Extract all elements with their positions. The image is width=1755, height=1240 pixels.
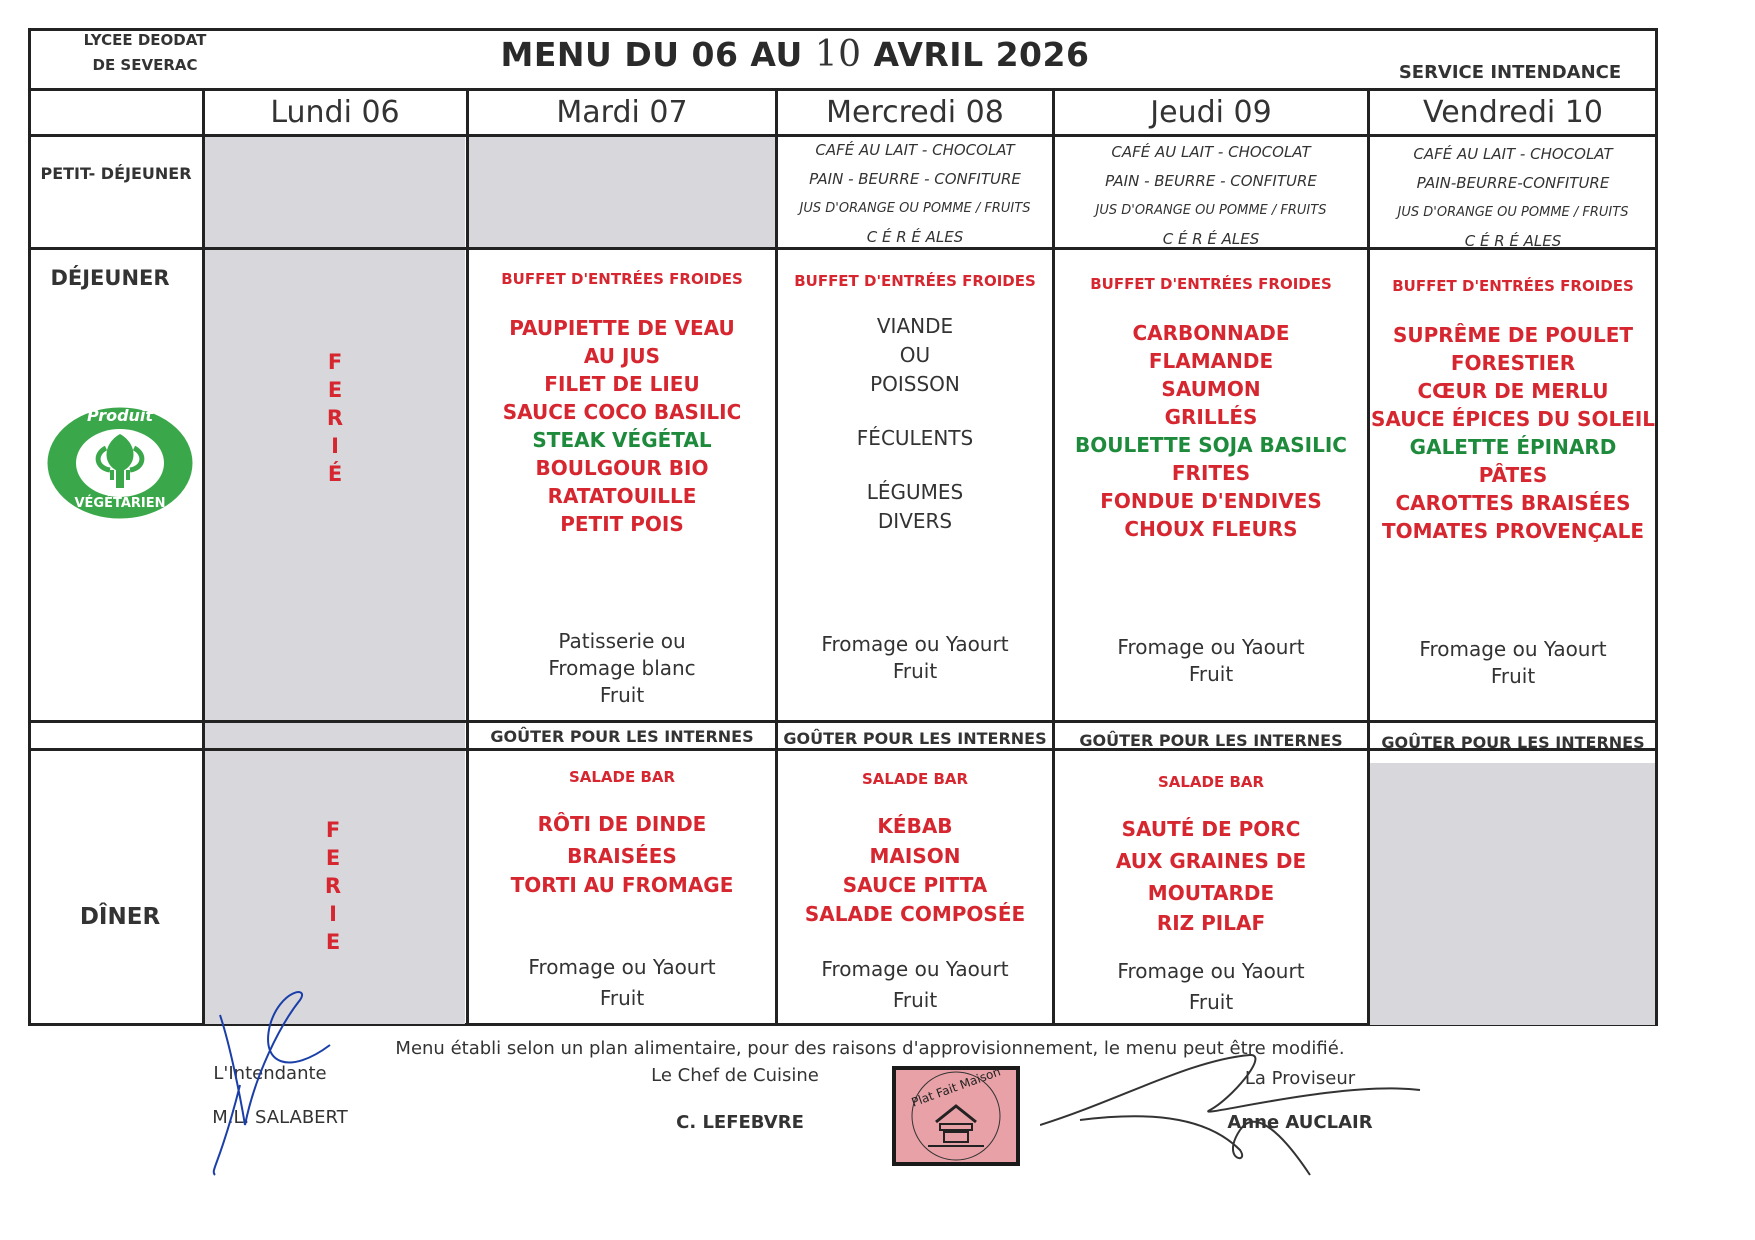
title-handwritten-day: 10 bbox=[814, 34, 862, 75]
lunch-mardi: BUFFET D'ENTRÉES FROIDES PAUPIETTE DE VEAU AU JUS FILET DE LIEU SAUCE COCO BASILIC STEAK VÉGÉTAL BOULGOUR BIO RATATOUILLE PETIT POIS bbox=[501, 270, 743, 536]
grid-line-v1 bbox=[202, 88, 205, 1024]
school-name: LYCEE DEODAT DE SEVERAC bbox=[83, 31, 207, 74]
lunch-vendredi: BUFFET D'ENTRÉES FROIDES SUPRÊME DE POULET FORESTIER CŒUR DE MERLU SAUCE ÉPICES DU SOLEIL GALETTE ÉPINARD PÂTES CAROTTES BRAISÉES TOMATES PROVENÇALE bbox=[1370, 277, 1656, 543]
page-title: MENU DU 06 AU 10 AVRIL 2026 bbox=[500, 34, 1090, 75]
row-label-breakfast: PETIT- DÉJEUNER bbox=[40, 164, 192, 183]
day-header-mardi: Mardi 07 bbox=[556, 95, 688, 130]
day-header-mercredi: Mercredi 08 bbox=[826, 95, 1004, 130]
lundi-breakfast-shade bbox=[205, 137, 465, 247]
lunch-mardi-dessert: Patisserie ou Fromage blanc Fruit bbox=[548, 629, 696, 707]
dinner-jeudi: SALADE BAR SAUTÉ DE PORC AUX GRAINES DE MOUTARDE RIZ PILAF bbox=[1115, 773, 1307, 935]
breakfast-mercredi: CAFÉ AU LAIT - CHOCOLAT PAIN - BEURRE - CONFITURE JUS D'ORANGE OU POMME / FRUITS C É R É ALES bbox=[799, 141, 1031, 246]
chef-title: Le Chef de Cuisine bbox=[651, 1065, 819, 1086]
lunch-vendredi-dessert: Fromage ou Yaourt Fruit bbox=[1419, 637, 1607, 688]
logo-text-bottom: VÉGÉTARIEN bbox=[74, 496, 166, 511]
ferie-lunch: F E R I É bbox=[326, 350, 344, 486]
vegetarian-logo bbox=[44, 404, 196, 522]
vendredi-dinner-shade bbox=[1370, 763, 1655, 1025]
lundi-gouter-shade bbox=[205, 723, 465, 748]
intendante-title: L'Intendante bbox=[213, 1063, 327, 1084]
dinner-jeudi-dessert: Fromage ou Yaourt Fruit bbox=[1117, 959, 1305, 1014]
dinner-mardi-dessert: Fromage ou Yaourt Fruit bbox=[528, 955, 716, 1010]
gouter-mardi: GOÛTER POUR LES INTERNES bbox=[490, 727, 754, 746]
intendante-signature bbox=[200, 985, 350, 1185]
intendante-name: M.L. SALABERT bbox=[212, 1107, 348, 1128]
proviseur-signature bbox=[1040, 1040, 1440, 1190]
day-header-jeudi: Jeudi 09 bbox=[1150, 95, 1272, 130]
dinner-mercredi: SALADE BAR KÉBAB MAISON SAUCE PITTA SALADE COMPOSÉE bbox=[804, 770, 1026, 926]
proviseur-name: Anne AUCLAIR bbox=[1227, 1112, 1373, 1133]
gouter-vendredi: GOÛTER POUR LES INTERNES bbox=[1381, 733, 1645, 752]
dinner-mercredi-dessert: Fromage ou Yaourt Fruit bbox=[821, 957, 1009, 1012]
gouter-jeudi: GOÛTER POUR LES INTERNES bbox=[1079, 731, 1343, 750]
breakfast-jeudi: CAFÉ AU LAIT - CHOCOLAT PAIN - BEURRE - CONFITURE JUS D'ORANGE OU POMME / FRUITS C É R É ALES bbox=[1095, 143, 1327, 248]
proviseur-title: La Proviseur bbox=[1244, 1068, 1356, 1089]
grid-line-h4 bbox=[30, 720, 1656, 723]
dinner-mardi: SALADE BAR RÔTI DE DINDE BRAISÉES TORTI AU FROMAGE bbox=[510, 768, 734, 897]
day-header-vendredi: Vendredi 10 bbox=[1423, 95, 1603, 130]
plat-fait-maison-stamp bbox=[892, 1066, 1020, 1166]
lunch-jeudi-dessert: Fromage ou Yaourt Fruit bbox=[1117, 635, 1305, 686]
chef-name: C. LEFEBVRE bbox=[676, 1112, 804, 1133]
lunch-mercredi-dessert: Fromage ou Yaourt Fruit bbox=[821, 632, 1009, 683]
lunch-mercredi: BUFFET D'ENTRÉES FROIDES VIANDE OU POISSON FÉCULENTS LÉGUMES DIVERS bbox=[794, 272, 1036, 533]
logo-text-top: Produit bbox=[86, 406, 154, 425]
lunch-jeudi: BUFFET D'ENTRÉES FROIDES CARBONNADE FLAMANDE SAUMON GRILLÉS BOULETTE SOJA BASILIC FRITES FONDUE D'ENDIVES CHOUX FLEURS bbox=[1075, 275, 1347, 541]
row-label-dinner: DÎNER bbox=[79, 904, 161, 930]
menu-note: Menu établi selon un plan alimentaire, pour des raisons d'approvisionnement, le menu peut être modifié. bbox=[395, 1038, 1345, 1059]
gouter-mercredi: GOÛTER POUR LES INTERNES bbox=[783, 729, 1047, 748]
breakfast-vendredi: CAFÉ AU LAIT - CHOCOLAT PAIN-BEURRE-CONFITURE JUS D'ORANGE OU POMME / FRUITS C É R É ALES bbox=[1397, 145, 1629, 250]
day-header-lundi: Lundi 06 bbox=[270, 95, 400, 130]
grid-line-h1 bbox=[30, 88, 1656, 91]
row-label-lunch: DÉJEUNER bbox=[50, 266, 170, 290]
mardi-breakfast-shade bbox=[469, 137, 775, 247]
ferie-dinner: F E R I E bbox=[324, 818, 342, 954]
service-label: SERVICE INTENDANCE bbox=[1398, 62, 1622, 83]
stamp-text: Plat Fait Maison bbox=[909, 1064, 1003, 1110]
